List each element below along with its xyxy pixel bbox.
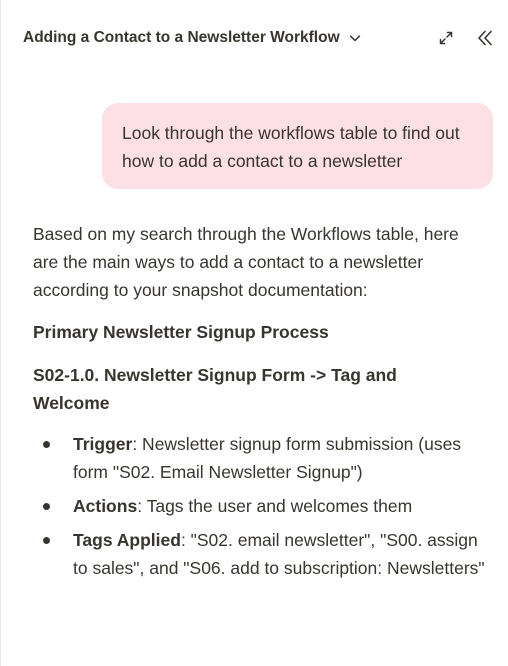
expand-icon: [438, 30, 454, 46]
expand-button[interactable]: [434, 26, 458, 50]
panel-header: [1, 0, 508, 76]
assistant-response: [33, 220, 493, 588]
list-item-label: Tags Applied: [73, 530, 181, 550]
collapse-panel-button[interactable]: [473, 26, 497, 50]
list-item-text: : "S02. email newsletter", "S00. assign to sales", and "S06. add to subscription: Newsletters": [73, 530, 485, 578]
bullet-dot: [43, 441, 50, 448]
list-item: [33, 526, 493, 582]
list-item-text: : Tags the user and welcomes them: [137, 496, 413, 516]
bullet-dot: [43, 503, 50, 510]
conversation-title: Adding a Contact to a Newsletter Workflow: [23, 29, 340, 46]
response-subheading: S02-1.0. Newsletter Signup Form -> Tag and Welcome: [33, 365, 397, 413]
list-item: [33, 492, 493, 520]
chevron-down-icon: [348, 31, 362, 45]
list-item-text: : Newsletter signup form submission (uses form "S02. Email Newsletter Signup"): [73, 434, 462, 482]
bullet-dot: [43, 537, 50, 544]
user-message-bubble: [102, 103, 493, 189]
response-heading: Primary Newsletter Signup Process: [33, 322, 329, 342]
response-bullet-list: [33, 430, 493, 582]
conversation-title-dropdown[interactable]: [23, 29, 362, 47]
list-item-label: Actions: [73, 496, 138, 516]
list-item: [33, 430, 493, 486]
double-chevron-left-icon: [475, 28, 495, 48]
list-item-label: Trigger: [73, 434, 133, 454]
user-message-text: Look through the workflows table to find out how to add a contact to a newsletter: [122, 123, 460, 171]
response-intro: Based on my search through the Workflows table, here are the main ways to add a contact to a newsletter according to your snapshot documentation:: [33, 224, 459, 300]
